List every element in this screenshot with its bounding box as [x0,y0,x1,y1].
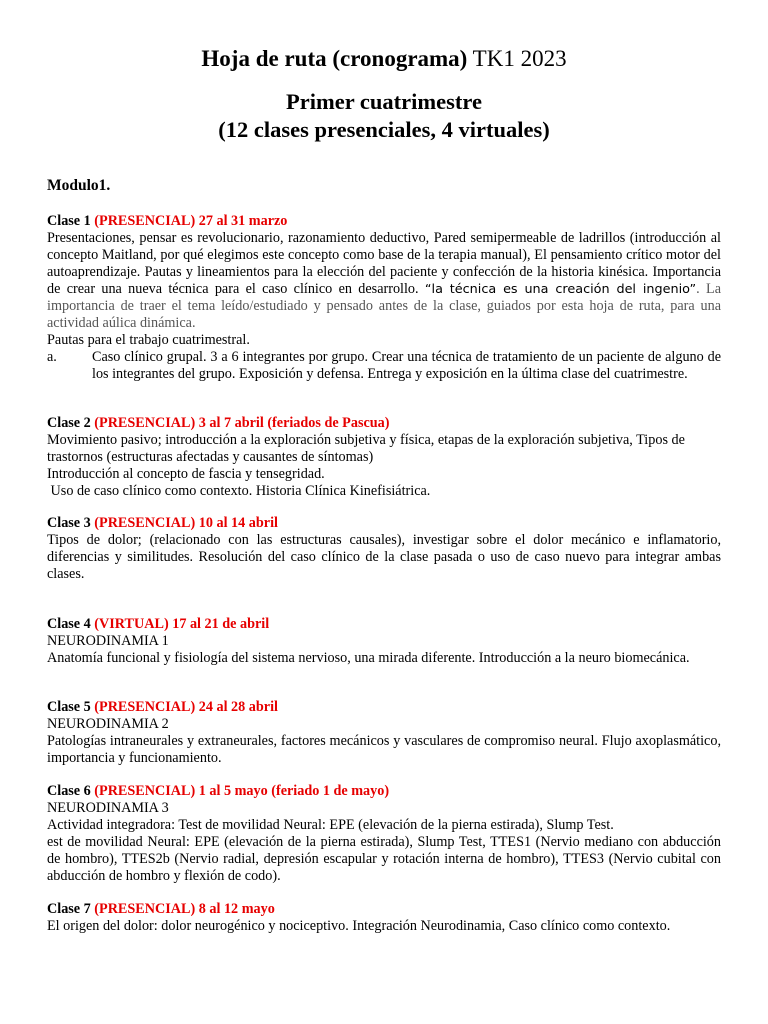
document-subtitle [0,88,768,144]
class-label: Clase 1 [47,213,91,229]
document-title [0,44,768,74]
class-1-heading [47,213,721,230]
class-7-heading [47,901,721,918]
class-4-heading [47,616,721,633]
class-tag: (PRESENCIAL) 3 al 7 abril (feriados de Pascua) [94,415,390,431]
class-6-section [47,783,721,885]
subtitle-line-2: (12 clases presenciales, 4 virtuales) [218,117,550,142]
title-bold: Hoja de ruta (cronograma) [201,46,468,71]
item-label: a. [47,349,57,365]
class-tag: (PRESENCIAL) 8 al 12 mayo [94,901,275,917]
class-7-paragraph: El origen del dolor: dolor neurogénico y nociceptivo. Integración Neurodinamia, Caso clínico como contexto. [47,918,671,934]
class-3-section [47,515,721,583]
class-4-topic: NEURODINAMIA 1 [47,633,169,649]
class-4-paragraph: Anatomía funcional y fisiología del sistema nervioso, una mirada diferente. Introducción a la neuro biomecánica. [47,650,690,666]
class-2-line-3: Uso de caso clínico como contexto. Historia Clínica Kinefisiátrica. [47,483,431,499]
subtitle-line-1: Primer cuatrimestre [286,89,482,114]
class-1-paragraph [47,230,721,332]
class-tag: (PRESENCIAL) 27 al 31 marzo [94,213,288,229]
title-rest: TK1 2023 [467,46,567,71]
class-label: Clase 5 [47,699,91,715]
class-tag: (PRESENCIAL) 10 al 14 abril [94,515,278,531]
class-tag: (PRESENCIAL) 24 al 28 abril [94,699,278,715]
class-2-line-2: Introducción al concepto de fascia y tensegridad. [47,466,325,482]
work-guidelines-title: Pautas para el trabajo cuatrimestral. [47,332,250,348]
class-label: Clase 3 [47,515,91,531]
class-label: Clase 7 [47,901,91,917]
class-2-line-1: Movimiento pasivo; introducción a la exploración subjetiva y física, etapas de la exploración subjetiva, Tipos de trastornos (estructuras afectadas y causantes de síntomas) [47,432,685,465]
class-2-section [47,415,721,500]
gray-text: . La importancia de traer el tema leído/estudiado y pensado antes de la clase, guiados por esta hoja de ruta, para una actividad aúlica dinámica. [47,281,721,331]
work-item-a [47,349,721,383]
class-6-line-1: Actividad integradora: Test de movilidad Neural: EPE (elevación de la pierna estirada), Slump Test. [47,817,614,833]
class-tag: (PRESENCIAL) 1 al 5 mayo (feriado 1 de mayo) [94,783,390,799]
class-6-paragraph: est de movilidad Neural: EPE (elevación de la pierna estirada), Slump Test, TTES1 (Nervio mediano con abducción de hombro), TTES2b (Nervio radial, depresión escapular y rotación interna de hombro), TTES3 (Nervio cubital con abducción de hombro y flexión de codo). [47,834,721,884]
class-label: Clase 4 [47,616,91,632]
class-5-heading [47,699,721,716]
class-tag: (VIRTUAL) 17 al 21 de abril [94,616,270,632]
class-6-heading [47,783,721,800]
class-7-section [47,901,721,935]
class-5-topic: NEURODINAMIA 2 [47,716,169,732]
class-1-section [47,213,721,383]
class-5-paragraph: Patologías intraneurales y extraneurales, factores mecánicos y vasculares de compromiso neural. Flujo axoplasmático, importancia y funcionamiento. [47,733,721,766]
class-3-paragraph: Tipos de dolor; (relacionado con las estructuras causales), investigar sobre el dolor mecánico e inflamatorio, diferencias y similitudes. Resolución del caso clínico de la clase pasada o uso de caso nuevo para integrar ambas clases. [47,532,721,582]
quote-text: “la técnica es una creación del ingenio” [424,282,697,297]
class-6-topic: NEURODINAMIA 3 [47,800,169,816]
class-3-heading [47,515,721,532]
class-label: Clase 2 [47,415,91,431]
module-heading: Modulo1. [47,177,111,194]
item-text: Caso clínico grupal. 3 a 6 integrantes por grupo. Crear una técnica de tratamiento de un paciente de alguno de los integrantes del grupo. Exposición y defensa. Entrega y exposición en la última clase del cuatrimestre. [92,349,721,382]
class-label: Clase 6 [47,783,91,799]
class-5-section [47,699,721,767]
class-4-section [47,616,721,667]
class-2-heading [47,415,721,432]
paragraph-text: Presentaciones, pensar es revolucionario, razonamiento deductivo, Pared semipermeable de ladrillos (introducción al concepto Maitland, por qué elegimos este concepto como base de la terapia manual), El pensamiento crítico motor del autoaprendizaje. Pautas y lineamientos para la elección del paciente y confección de la historia kinésica. Importancia de crear una nueva técnica para el caso clínico en desarrollo. [47,230,721,297]
